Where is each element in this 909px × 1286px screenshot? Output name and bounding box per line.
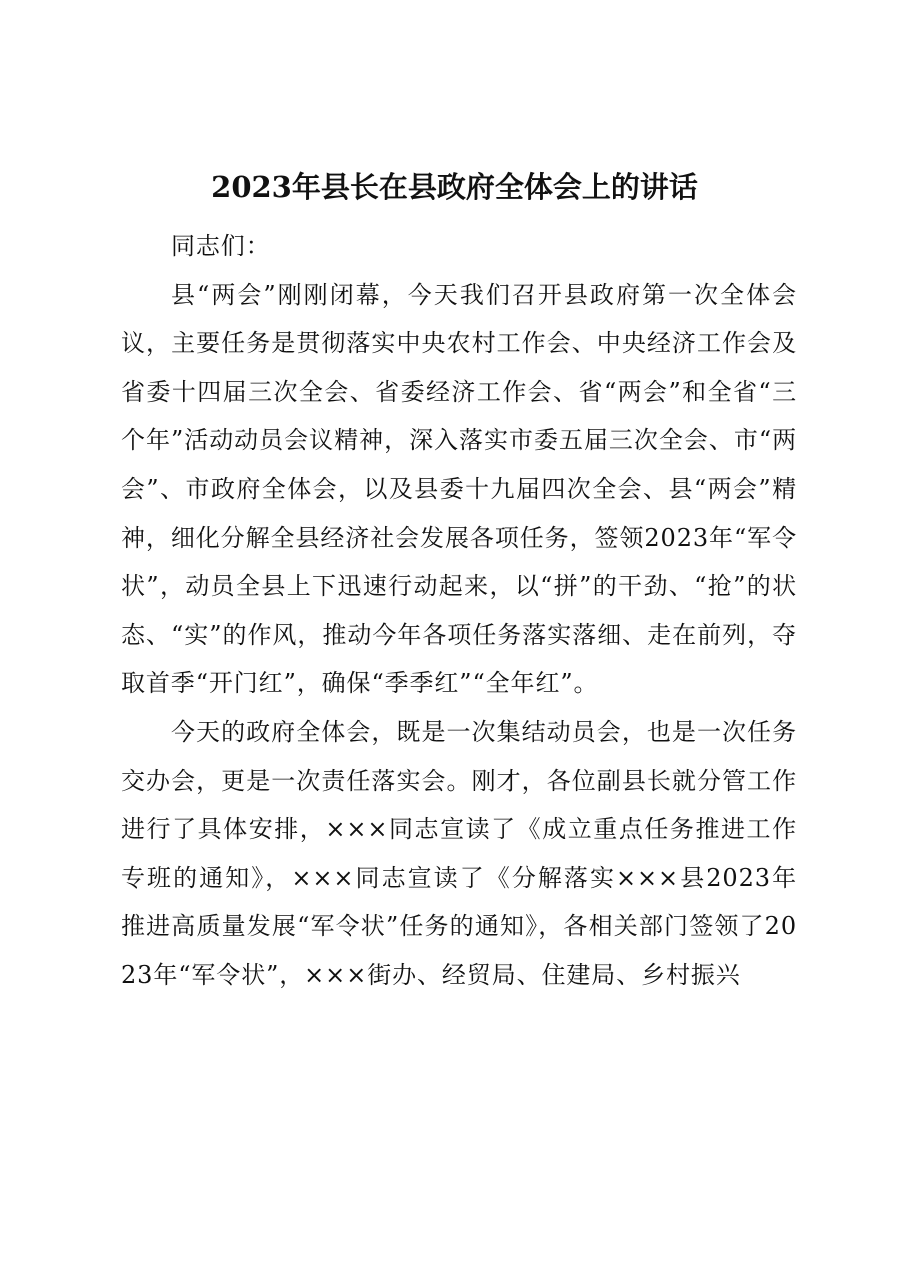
paragraph-2: 今天的政府全体会，既是一次集结动员会，也是一次任务交办会，更是一次责任落实会。刚才，各位副县长就分管工作进行了具体安排，×××同志宣读了《成立重点任务推进工作专班的通知》，×××同志宣读了《分解落实×××县2023年推进高质量发展“军令状”任务的通知》，各相关部门签领了2023年“军令状”，×××街办、经贸局、住建局、乡村振兴 [121,717,797,989]
paragraph-1: 县“两会”刚刚闭幕，今天我们召开县政府第一次全体会议，主要任务是贯彻落实中央农村工作会、中央经济工作会及省委十四届三次全会、省委经济工作会、省“两会”和全省“三个年”活动动员会议精神，深入落实市委五届三次全会、市“两会”、市政府全体会，以及县委十九届四次全会、县“两会”精神，细化分解全县经济社会发展各项任务，签领2023年“军令状”，动员全县上下迅速行动起来，以“拼”的干劲、“抢”的状态、“实”的作风，推动今年各项任务落实落细、走在前列，夺取首季“开门红”，确保“季季红”“全年红”。 [121,280,797,698]
document-body [121,222,797,1000]
salutation: 同志们： [171,232,271,260]
document-title: 2023年县长在县政府全体会上的讲话 [211,170,698,204]
